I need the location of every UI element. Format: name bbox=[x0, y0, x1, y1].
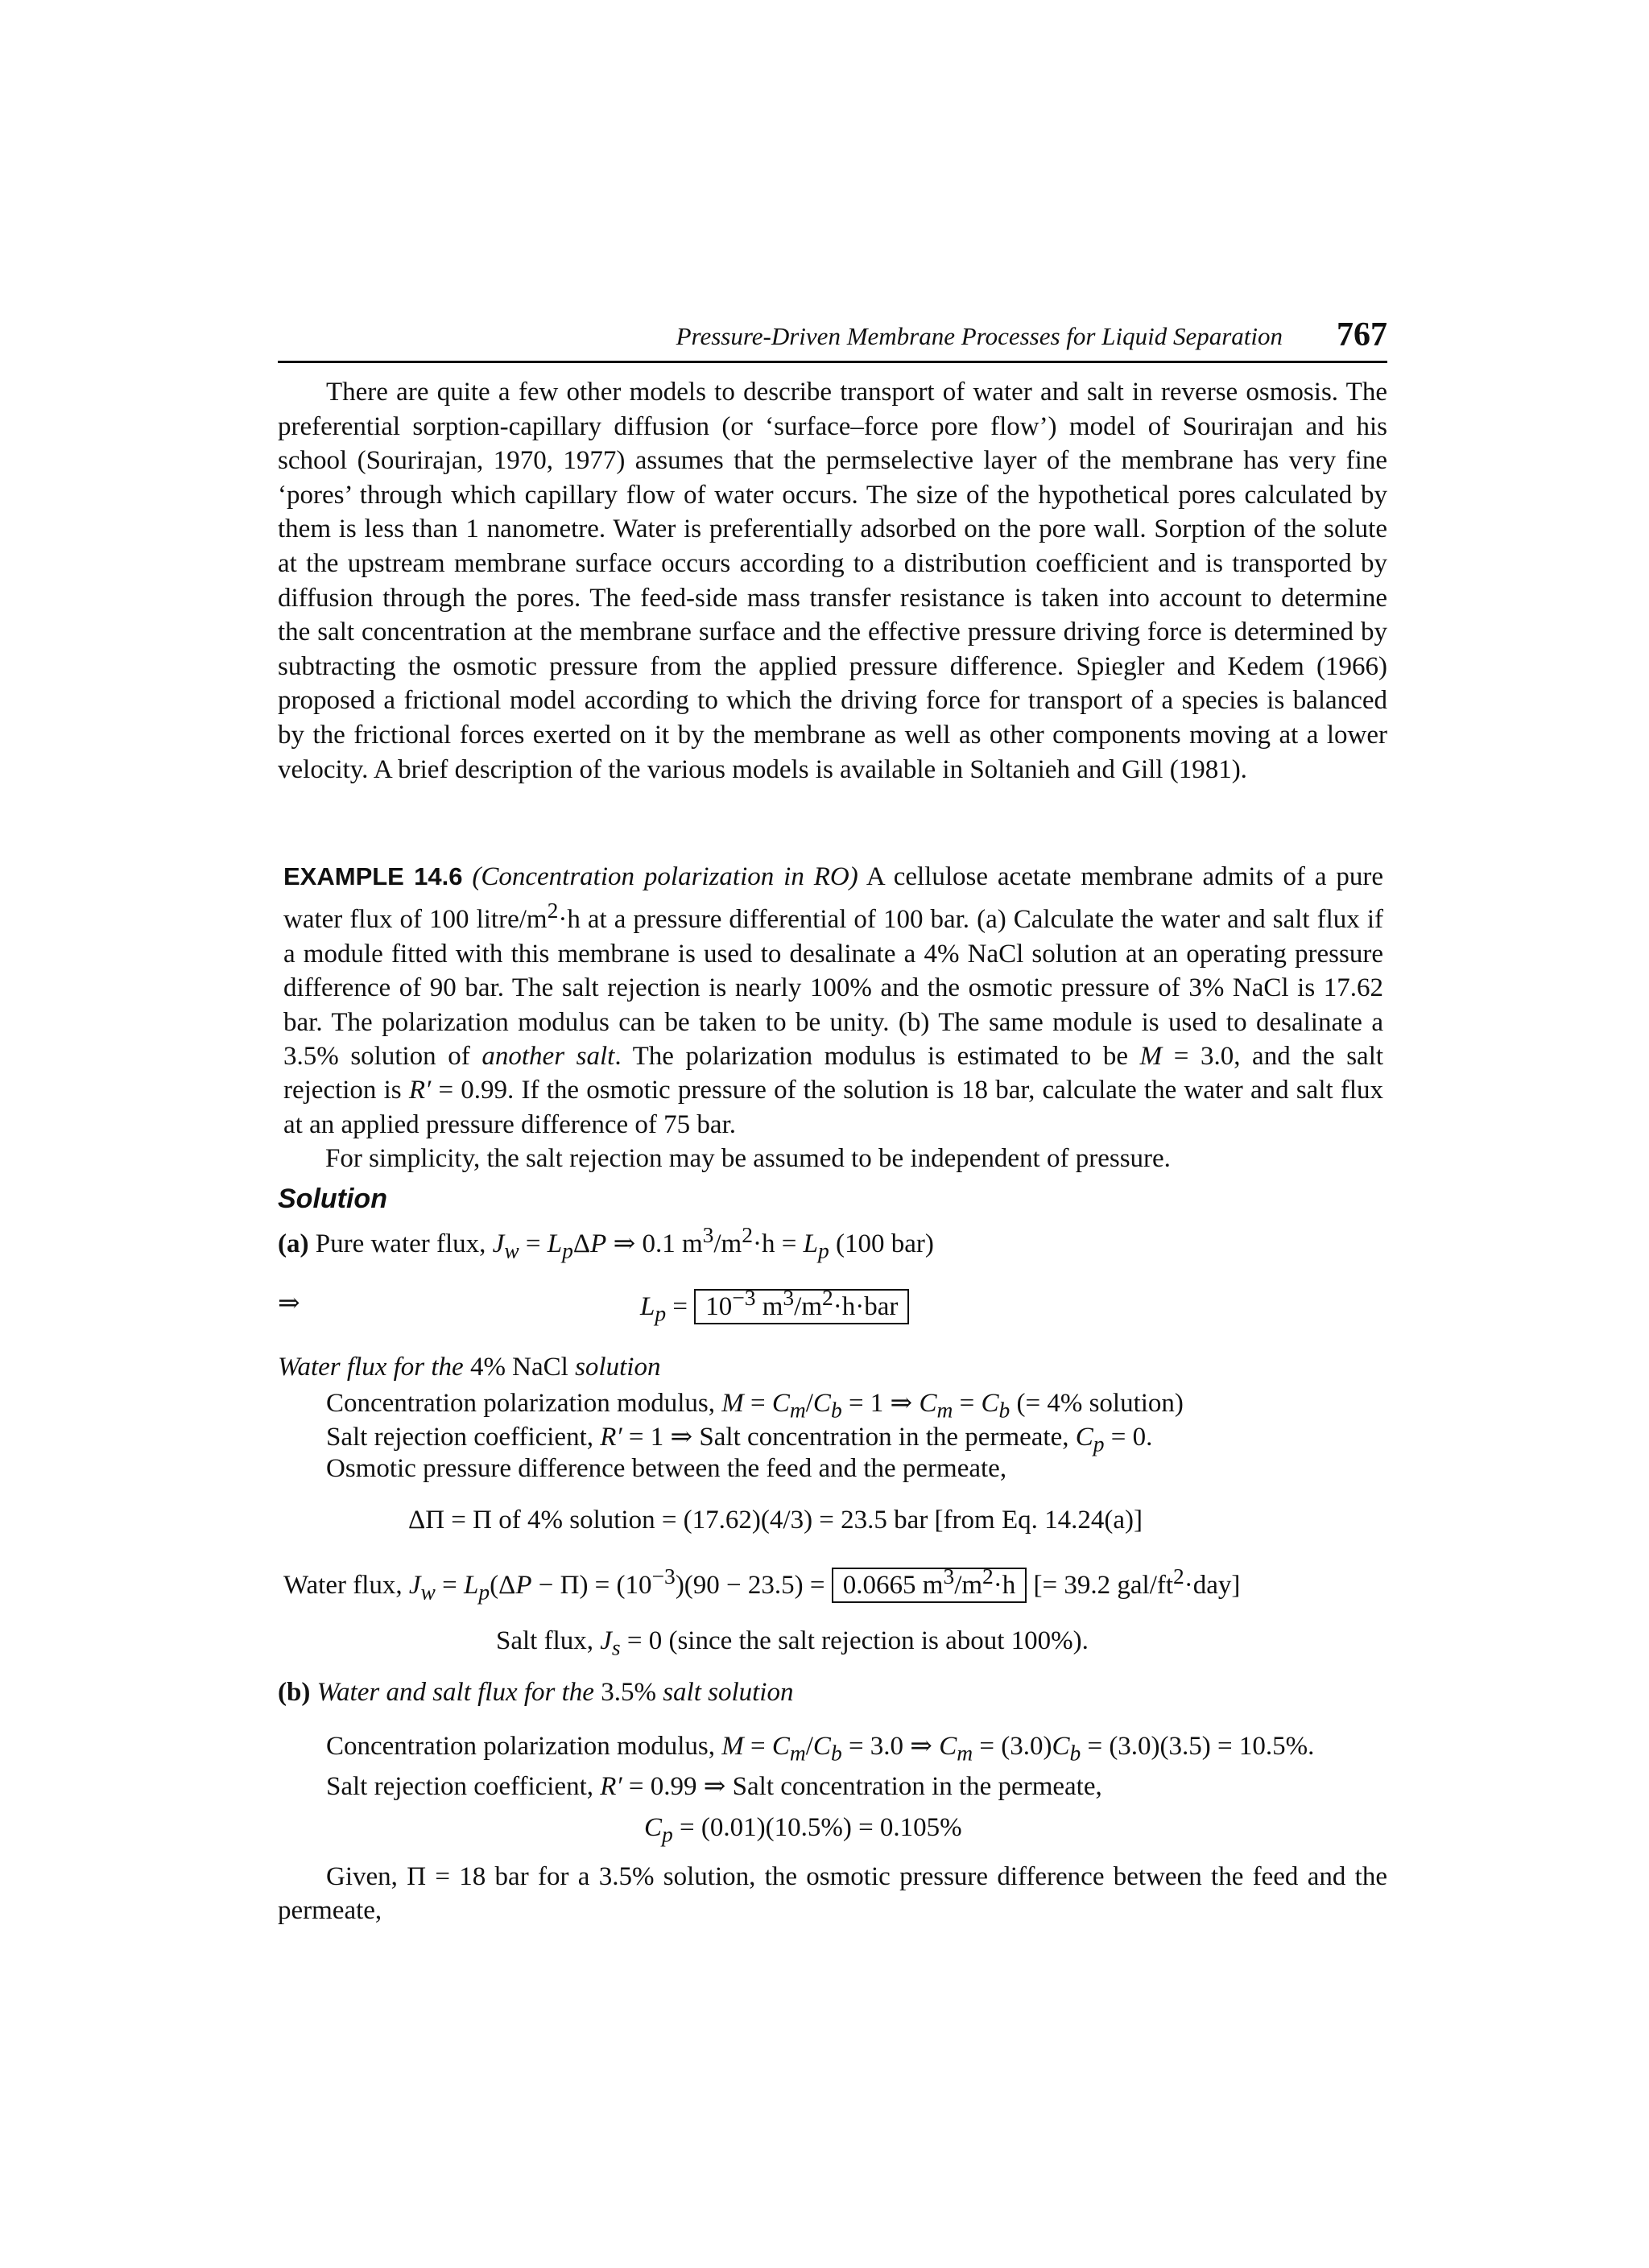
given-paragraph-block bbox=[278, 1860, 1387, 1927]
running-title: Pressure-Driven Membrane Processes for Liquid Separation bbox=[676, 322, 1283, 350]
intro-paragraph: There are quite a few other models to describe transport of water and salt in reverse osmosis. The preferential sorption-capillary diffusion (or ‘surface–force pore flow’) model of Sourirajan and his school (Sourirajan, 1970, 1977) assumes that the permselective layer of the membrane has very fine ‘pores’ through which capillary flow of water occurs. The size of the hypothetical pores calculated by them is less than 1 nanometre. Water is preferentially adsorbed on the pore wall. Sorption of the solute at the upstream membrane surface occurs according to a distribution coefficient and is transported by diffusion through the pores. The feed-side mass transfer resistance is taken into account to determine the salt concentration at the membrane surface and the effective pressure driving force is determined by subtracting the osmotic pressure from the applied pressure difference. Spiegler and Kedem (1966) proposed a frictional model according to which the driving force for transport of a species is balanced by the frictional forces exerted on it by the membrane as well as other components moving at a lower velocity. A brief description of the various models is available in Soltanieh and Gill (1981). bbox=[278, 378, 1387, 784]
intro-paragraph-block bbox=[278, 375, 1387, 787]
given-paragraph: Given, Π = 18 bar for a 3.5% solution, the osmotic pressure difference between the feed and the permeate, bbox=[278, 1862, 1387, 1925]
lp-result-box: $10^{-3}$ $m^3/m^2\cdot h\cdot bar$ bbox=[694, 1289, 909, 1324]
page-header bbox=[278, 316, 1387, 363]
lp-arrow: ⇒ bbox=[278, 1289, 300, 1318]
part-a-line: (a) Pure water flux, $J_w = L_p\Delta P$ ⇒ 0.1 $m^3/m^2\cdot h = L_p$ (100 bar) bbox=[278, 1222, 934, 1263]
salt-flux-line: Salt flux, $J_s = 0$ (since the salt rejection is about 100%). bbox=[496, 1626, 1089, 1660]
part-b-modulus-line: Concentration polarization modulus, $M = C_m/C_b = 3.0$ ⇒ $C_m = (3.0)C_b = (3.0)(3.5) = 10.5\%$. bbox=[326, 1732, 1315, 1766]
lp-result-line: $L_p = 10^{-3}$ $m^3/m^2\cdot h\cdot bar$ bbox=[640, 1285, 909, 1327]
example-label: EXAMPLE 14.6 bbox=[283, 862, 463, 890]
water-flux-heading: Water flux for the 4% NaCl solution bbox=[278, 1353, 661, 1382]
cp-modulus-line: Concentration polarization modulus, $M = C_m/C_b = 1$ ⇒ $C_m = C_b$ (= 4% solution) bbox=[326, 1389, 1184, 1423]
delta-pi-equation: ΔΠ = Π of 4% solution = (17.62)(4/3) = 23.5 bar [from Eq. 14.24(a)] bbox=[408, 1506, 1143, 1535]
page-number: 767 bbox=[1337, 316, 1387, 353]
part-b-rejection-line: Salt rejection coefficient, R′ = 0.99 ⇒ Salt concentration in the permeate, bbox=[326, 1772, 1102, 1801]
solution-heading: Solution bbox=[278, 1184, 387, 1214]
osmotic-diff-line: Osmotic pressure difference between the feed and the permeate, bbox=[326, 1454, 1007, 1483]
water-flux-box: 0.0665 $m^3/m^2\cdot h$ bbox=[832, 1568, 1027, 1603]
example-block bbox=[283, 860, 1383, 1176]
example-title: (Concentration polarization in RO) bbox=[472, 862, 858, 891]
cp-equation: $C_p = (0.01)(10.5\%) = 0.105\%$ bbox=[644, 1813, 962, 1847]
example-statement: EXAMPLE 14.6 (Concentration polarization in RO) A cellulose acetate membrane admits of a pure water flux of 100 litre/$m^2\cdot h$ at a pressure differential of 100 bar. (a) Calculate the water and salt flux if a module fitted with this membrane is used to desalinate a 4% NaCl solution at an operating pressure difference of 90 bar. The salt rejection is nearly 100% and the osmotic pressure of 3% NaCl is 17.62 bar. The polarization modulus can be taken to be unity. (b) The same module is used to desalinate a 3.5% solution of another salt. The polarization modulus is estimated to be M = 3.0, and the salt rejection is R′ = 0.99. If the osmotic pressure of the solution is 18 bar, calculate the water and salt flux at an applied pressure difference of 75 bar. bbox=[283, 862, 1384, 1139]
example-note: For simplicity, the salt rejection may be assumed to be independent of pressure. bbox=[325, 1144, 1171, 1174]
part-b-heading: (b) Water and salt flux for the 3.5% salt solution bbox=[278, 1678, 794, 1707]
salt-rejection-line: Salt rejection coefficient, R′ = 1 ⇒ Salt concentration in the permeate, $C_p = 0$. bbox=[326, 1423, 1153, 1456]
water-flux-equation: Water flux, $J_w = L_p(\Delta P - \Pi) = (10^{-3})(90 - 23.5) = 0.0665$ $m^3/m^2\cdot h$ [= 39.2 gal/$ft^2\cdot day$] bbox=[283, 1564, 1241, 1605]
